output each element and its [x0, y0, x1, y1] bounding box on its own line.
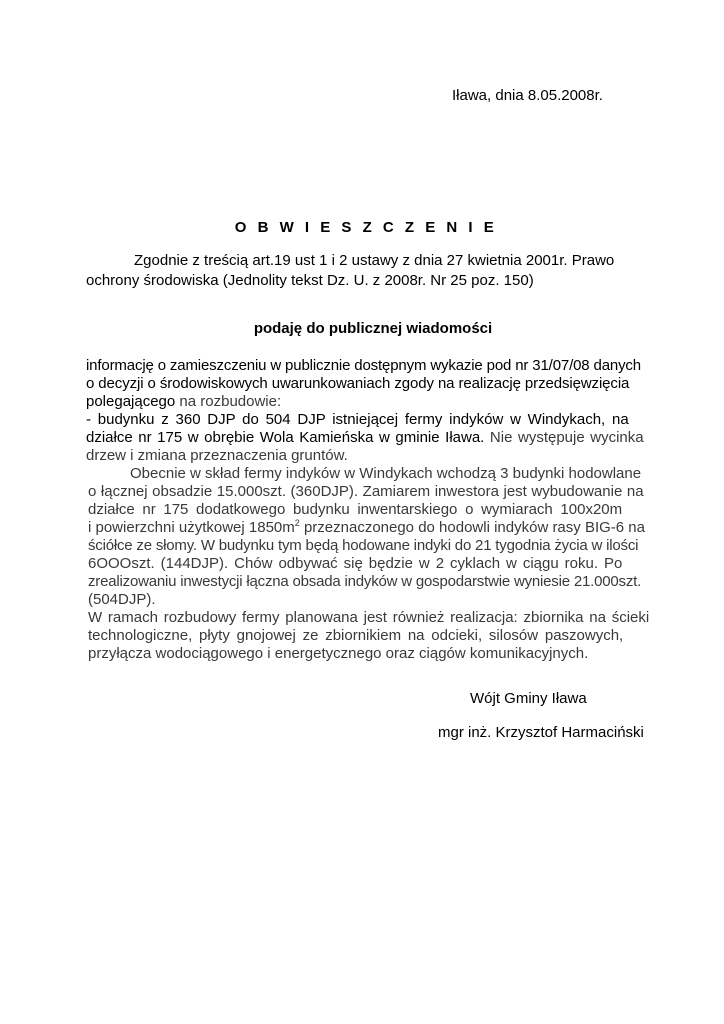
description-line-4 [88, 518, 645, 536]
signature-office: Wójt Gminy Iława [470, 690, 587, 707]
description-line-1: Obecnie w skład fermy indyków w Windykach wchodzą 3 budynki hodowlane [130, 465, 642, 482]
description-text-4b: przeznaczonego do hodowli indyków rasy BIG-6 na [299, 519, 645, 536]
info-text-1: informację o zamieszczeniu w publicznie dostępnym wykazie pod nr 31/07/08 danych [86, 357, 641, 374]
legal-basis-text-1: Zgodnie z treścią art.19 ust 1 i 2 ustawy z dnia 27 kwietnia 2001r. Prawo [134, 252, 615, 269]
info-text-3b: na rozbudowie: [175, 393, 282, 410]
description-line-2: o łącznej obsadzie 15.000szt. (360DJP). Zamiarem inwestora jest wybudowanie na [88, 483, 644, 500]
info-text-2: o decyzji o środowiskowych uwarunkowaniach zgody na realizację przedsięwzięcia [86, 375, 630, 392]
description-line-8: (504DJP). [88, 591, 156, 608]
info-line-1 [86, 357, 641, 374]
superscript-2: 2 [294, 518, 300, 528]
description-text-4a: i powierzchni użytkowej 1850m [88, 519, 295, 536]
description-line-3: działce nr 175 dodatkowego budynku inwentarskiego o wymiarach 100x20m [88, 501, 623, 518]
info-text-3a: polegającego [86, 393, 176, 410]
info-line-6: drzew i zmiana przeznaczenia gruntów. [86, 447, 348, 464]
info-text-4: - budynku z 360 DJP do 504 DJP istniejącej fermy indyków w Windykach, na [86, 411, 629, 428]
description-line-6: 6OOOszt. (144DJP). Chów odbywać się będzie w 2 cyklach w ciągu roku. Po [88, 555, 623, 572]
signature-name: mgr inż. Krzysztof Harmaciński [438, 724, 644, 741]
description-line-9: W ramach rozbudowy fermy planowana jest również realizacja: zbiornika na ścieki [88, 609, 650, 626]
description-line-10: technologiczne, płyty gnojowej ze zbiornikiem na odcieki, silosów paszowych, [88, 627, 624, 644]
legal-basis-line-2: ochrony środowiska (Jednolity tekst Dz. U. z 2008r. Nr 25 poz. 150) [86, 272, 534, 289]
legal-basis-line-1 [134, 252, 615, 269]
info-line-4 [86, 411, 638, 428]
document-title: O B W I E S Z C Z E N I E [234, 219, 498, 236]
description-line-5: ściółce ze słomy. W budynku tym będą hodowane indyki do 21 tygodnia życia w ilości [88, 537, 639, 554]
info-text-5b: Nie występuje wycinka [484, 429, 644, 446]
description-line-7: zrealizowaniu inwestycji łączna obsada indyków w gospodarstwie wyniesie 21.000szt. [88, 573, 642, 590]
description-line-11: przyłącza wodociągowego i energetycznego oraz ciągów komunikacyjnych. [88, 645, 589, 662]
announcement-heading: podaję do publicznej wiadomości [253, 320, 493, 337]
info-text-5a: działce nr 175 w obrębie Wola Kamieńska w gminie Iława. [86, 429, 485, 446]
info-line-2 [86, 375, 638, 392]
info-line-3 [86, 393, 638, 410]
info-line-5 [86, 429, 644, 446]
place-date: Iława, dnia 8.05.2008r. [452, 87, 603, 104]
